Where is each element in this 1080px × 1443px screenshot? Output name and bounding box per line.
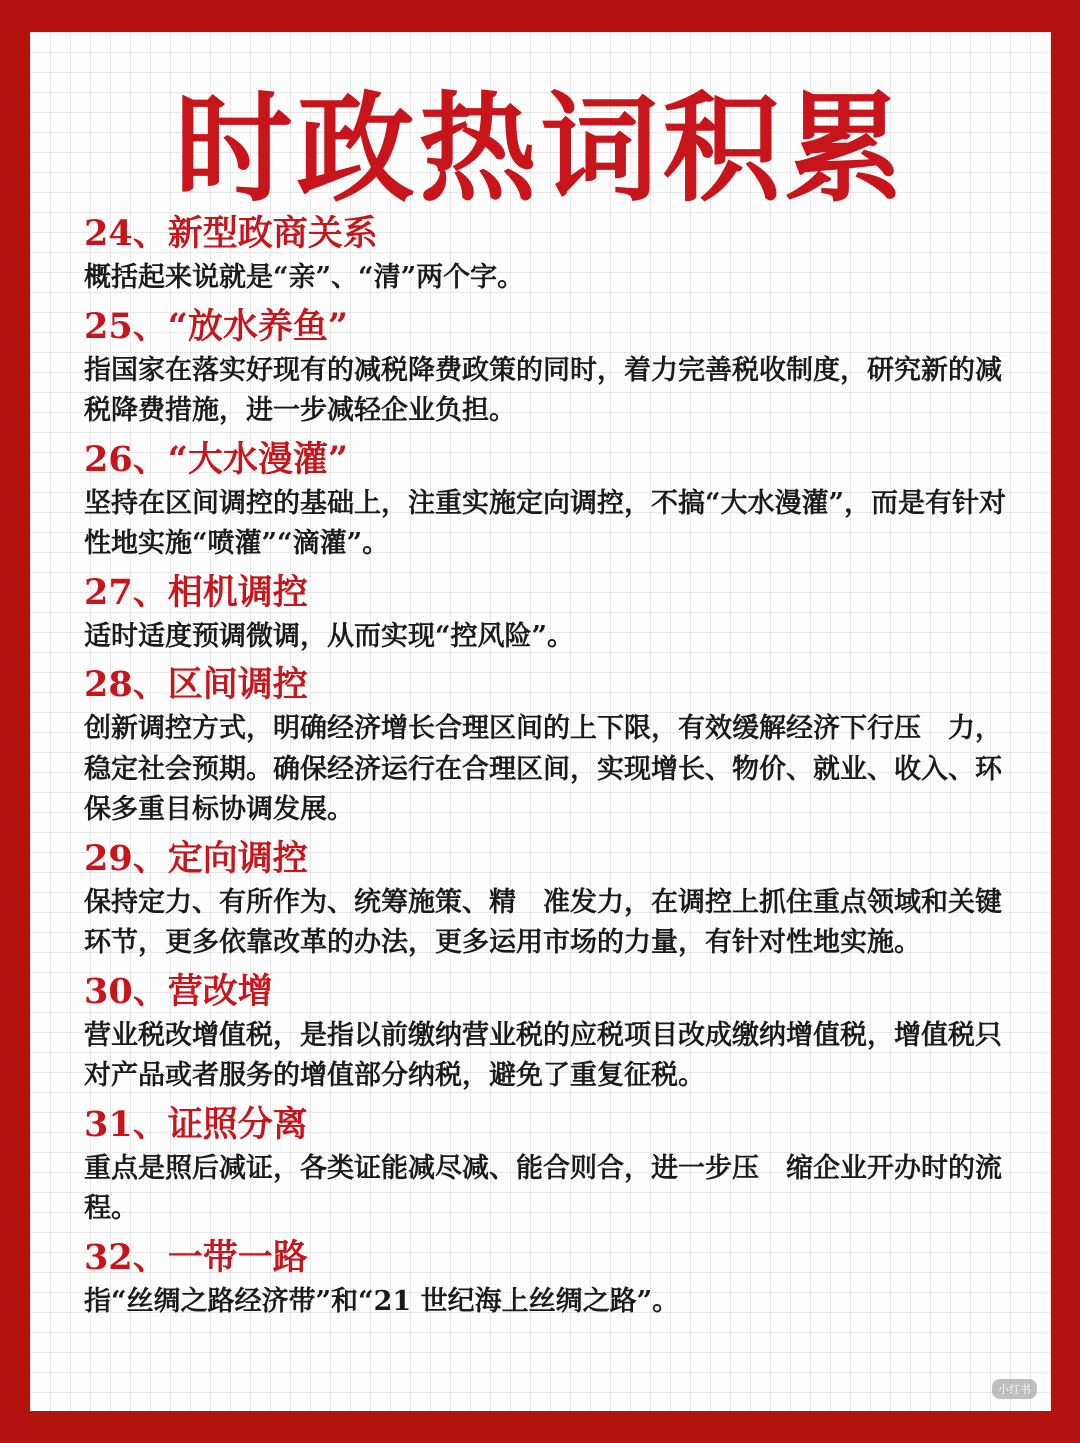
term-entry-28 [84, 661, 1014, 831]
term-heading: 28、区间调控 [84, 664, 308, 705]
term-heading: 26、“大水漫灌” [84, 438, 348, 480]
watermark-badge: 小红书 [992, 1379, 1037, 1399]
term-heading: 30、营改增 [84, 970, 273, 1012]
term-heading: 32、一带一路 [84, 1236, 308, 1278]
term-entry-31 [84, 1101, 1014, 1230]
term-entry-32 [84, 1234, 1014, 1323]
term-list [84, 210, 1014, 1326]
term-heading: 29、定向调控 [84, 837, 308, 879]
page-title: 时政热词积累 [174, 80, 907, 218]
term-entry-30 [84, 968, 1014, 1097]
term-definition: 指“丝绸之路经济带”和“21 世纪海上丝绸之路”。 [84, 1285, 680, 1317]
term-heading: 25、“放水养鱼” [84, 305, 348, 347]
term-definition: 重点是照后减证，各类证能减尽减、能合则合，进一步压 缩企业开办时的流程。 [84, 1152, 1002, 1224]
term-definition: 指国家在落实好现有的减税降费政策的同时，着力完善税收制度，研究新的减税降费措施，进一步减轻企业负担。 [84, 354, 1002, 426]
term-entry-24 [84, 210, 1014, 299]
term-entry-27 [84, 569, 1014, 658]
term-entry-26 [84, 436, 1014, 565]
term-definition: 营业税改增值税，是指以前缴纳营业税的应税项目改成缴纳增值税，增值税只对产品或者服务的增值部分纳税，避免了重复征税。 [84, 1019, 1002, 1091]
term-heading: 31、证照分离 [84, 1103, 308, 1145]
term-heading: 27、相机调控 [84, 571, 308, 613]
term-definition: 保持定力、有所作为、统筹施策、精 准发力，在调控上抓住重点领域和关键环节，更多依靠改革的办法，更多运用市场的力量，有针对性地实施。 [84, 886, 1002, 958]
term-entry-25 [84, 303, 1014, 432]
term-entry-29 [84, 835, 1014, 964]
term-definition: 概括起来说就是“亲”、“清”两个字。 [84, 262, 525, 293]
content-card [30, 32, 1051, 1411]
term-definition: 坚持在区间调控的基础上，注重实施定向调控，不搞“大水漫灌”，而是有针对性地实施“喷灌”“滴灌”。 [84, 487, 1007, 559]
term-definition: 创新调控方式，明确经济增长合理区间的上下限，有效缓解经济下行压 力，稳定社会预期。确保经济运行在合理区间，实现增长、物价、就业、收入、环保多重目标协调发展。 [84, 713, 1002, 825]
term-definition: 适时适度预调微调，从而实现“控风险”。 [84, 620, 575, 652]
term-heading: 24、新型政商关系 [84, 213, 378, 254]
